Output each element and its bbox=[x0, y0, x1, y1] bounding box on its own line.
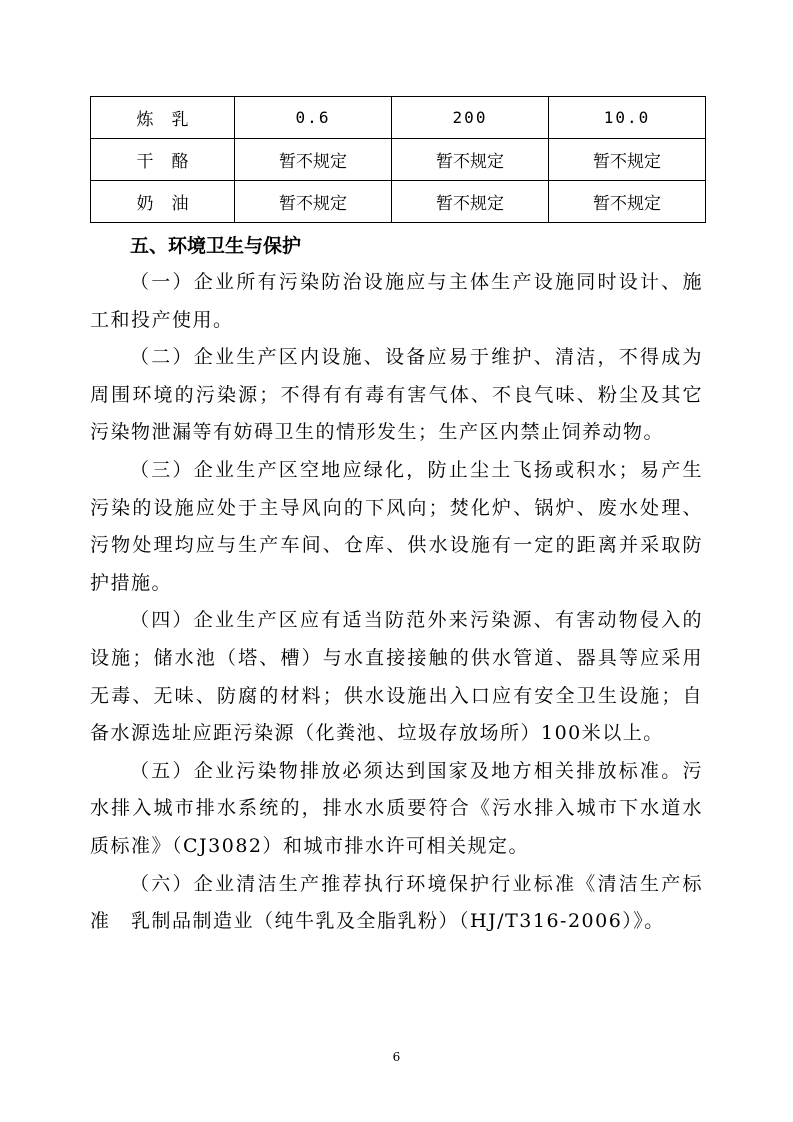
section-content bbox=[90, 228, 703, 941]
value-cell: 暂不规定 bbox=[235, 181, 392, 223]
table-row bbox=[91, 139, 706, 181]
table-row bbox=[91, 181, 706, 223]
row-name-cell: 炼乳 bbox=[91, 97, 235, 139]
paragraph: （五）企业污染物排放必须达到国家及地方相关排放标准。污水排入城市排水系统的，排水水质要符合《污水排入城市下水道水质标准》（CJ3082）和城市排水许可相关规定。 bbox=[90, 759, 703, 857]
paragraph: （二）企业生产区内设施、设备应易于维护、清洁，不得成为周围环境的污染源；不得有有毒有害气体、不良气味、粉尘及其它污染物泄漏等有妨碍卫生的情形发生；生产区内禁止饲养动物。 bbox=[90, 346, 703, 444]
value-cell: 暂不规定 bbox=[392, 181, 549, 223]
value-cell: 暂不规定 bbox=[549, 139, 706, 181]
section-heading: 五、环境卫生与保护 bbox=[130, 235, 302, 257]
standards-table-wrapper bbox=[90, 96, 703, 223]
table-row bbox=[91, 97, 706, 139]
value-cell: 暂不规定 bbox=[549, 181, 706, 223]
value-cell: 10.0 bbox=[549, 97, 706, 139]
value-cell: 200 bbox=[392, 97, 549, 139]
paragraph: （六）企业清洁生产推荐执行环境保护行业标准《清洁生产标准 乳制品制造业（纯牛乳及全脂乳粉）（HJ/T316-2006）》。 bbox=[90, 872, 703, 933]
value-cell: 暂不规定 bbox=[235, 139, 392, 181]
page-number: 6 bbox=[392, 1050, 401, 1064]
value-cell: 暂不规定 bbox=[392, 139, 549, 181]
standards-table bbox=[90, 96, 706, 223]
paragraph: （四）企业生产区应有适当防范外来污染源、有害动物侵入的设施；储水池（塔、槽）与水直接接触的供水管道、器具等应采用无毒、无味、防腐的材料；供水设施出入口应有安全卫生设施；自备水源选址应距污染源（化粪池、垃圾存放场所）100米以上。 bbox=[90, 609, 703, 745]
value-cell: 0.6 bbox=[235, 97, 392, 139]
row-name-cell: 奶油 bbox=[91, 181, 235, 223]
row-name-cell: 干酪 bbox=[91, 139, 235, 181]
paragraph: （三）企业生产区空地应绿化，防止尘土飞扬或积水；易产生污染的设施应处于主导风向的下风向；焚化炉、锅炉、废水处理、污物处理均应与生产车间、仓库、供水设施有一定的距离并采取防护措施。 bbox=[90, 458, 703, 594]
paragraph: （一）企业所有污染防治设施应与主体生产设施同时设计、施工和投产使用。 bbox=[90, 271, 703, 331]
